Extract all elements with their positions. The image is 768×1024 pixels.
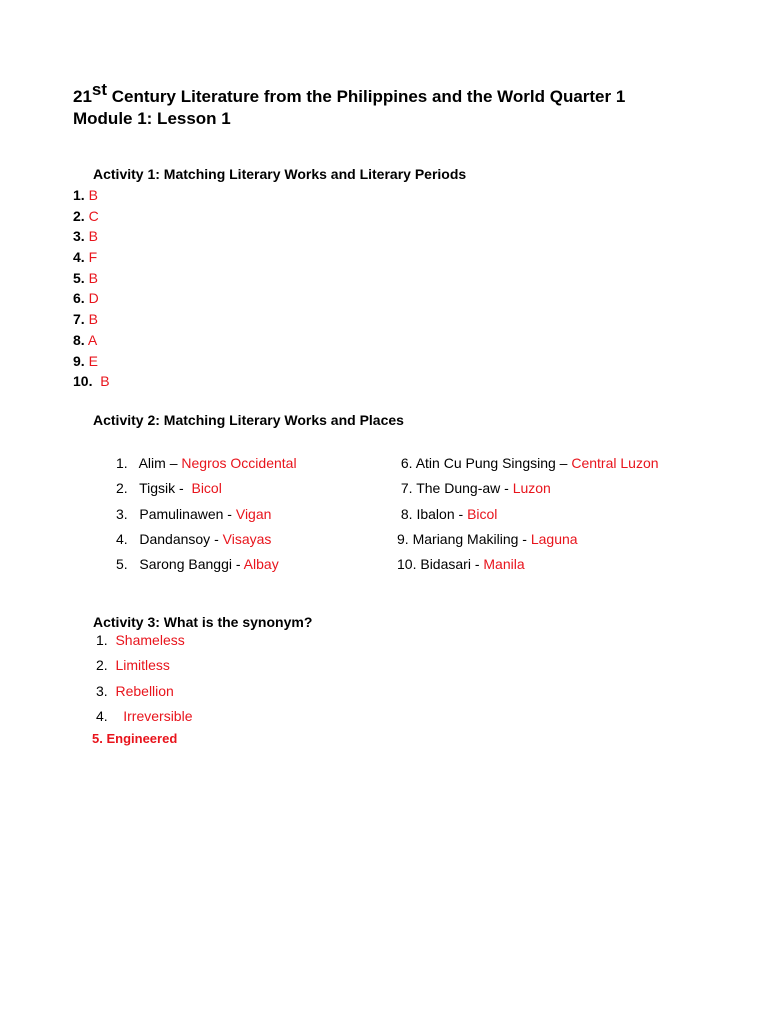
- list-item: 10. Bidasari - Manila: [397, 556, 525, 573]
- list-item: 3. Pamulinawen - Vigan: [116, 505, 272, 522]
- title-line-2: Module 1: Lesson 1: [73, 109, 231, 128]
- activity-3-item-5: 5. Engineered: [92, 731, 178, 746]
- activity-3-answer-list: [96, 628, 193, 729]
- activity-2-heading: Activity 2: Matching Literary Works and Places: [93, 412, 404, 428]
- activity-3-heading: Activity 3: What is the synonym?: [93, 614, 313, 630]
- activity-2-left-column: [116, 451, 297, 577]
- list-item: 5. B: [73, 269, 98, 286]
- list-item: 7. The Dung-aw - Luzon: [400, 480, 551, 497]
- list-item: 1. Alim – Negros Occidental: [116, 455, 297, 471]
- activity-2-right-column: [397, 451, 659, 577]
- title-line-1: 21st Century Literature from the Philippines and the World Quarter 1: [73, 80, 626, 106]
- list-item: 5. Sarong Banggi - Albay: [116, 556, 279, 573]
- title-superscript: st: [91, 80, 108, 99]
- list-item: 6. D: [73, 290, 99, 307]
- list-item: 2. Limitless: [96, 657, 170, 674]
- list-item: 3. B: [73, 228, 98, 245]
- list-item: 3. Rebellion: [96, 682, 174, 699]
- list-item: 8. Ibalon - Bicol: [400, 505, 498, 522]
- list-item: 7. B: [73, 311, 98, 328]
- list-item: 2. C: [73, 207, 99, 224]
- list-item: 10. B: [73, 373, 110, 390]
- list-item: 6. Atin Cu Pung Singsing – Central Luzon: [400, 455, 659, 471]
- list-item: 9. E: [73, 352, 98, 369]
- list-item: 1. B: [73, 187, 98, 203]
- list-item: 9. Mariang Makiling - Laguna: [397, 530, 578, 547]
- page-title: [73, 80, 753, 130]
- list-item: 1. Shameless: [96, 632, 185, 648]
- list-item: 4. F: [73, 249, 98, 266]
- activity-1-heading: Activity 1: Matching Literary Works and Literary Periods: [93, 166, 467, 182]
- list-item: 4. Dandansoy - Visayas: [116, 530, 272, 547]
- list-item: 2. Tigsik - Bicol: [116, 480, 222, 497]
- list-item: 8. A: [73, 331, 98, 348]
- list-item: 4. Irreversible: [96, 707, 193, 724]
- activity-1-answer-list: [73, 185, 110, 392]
